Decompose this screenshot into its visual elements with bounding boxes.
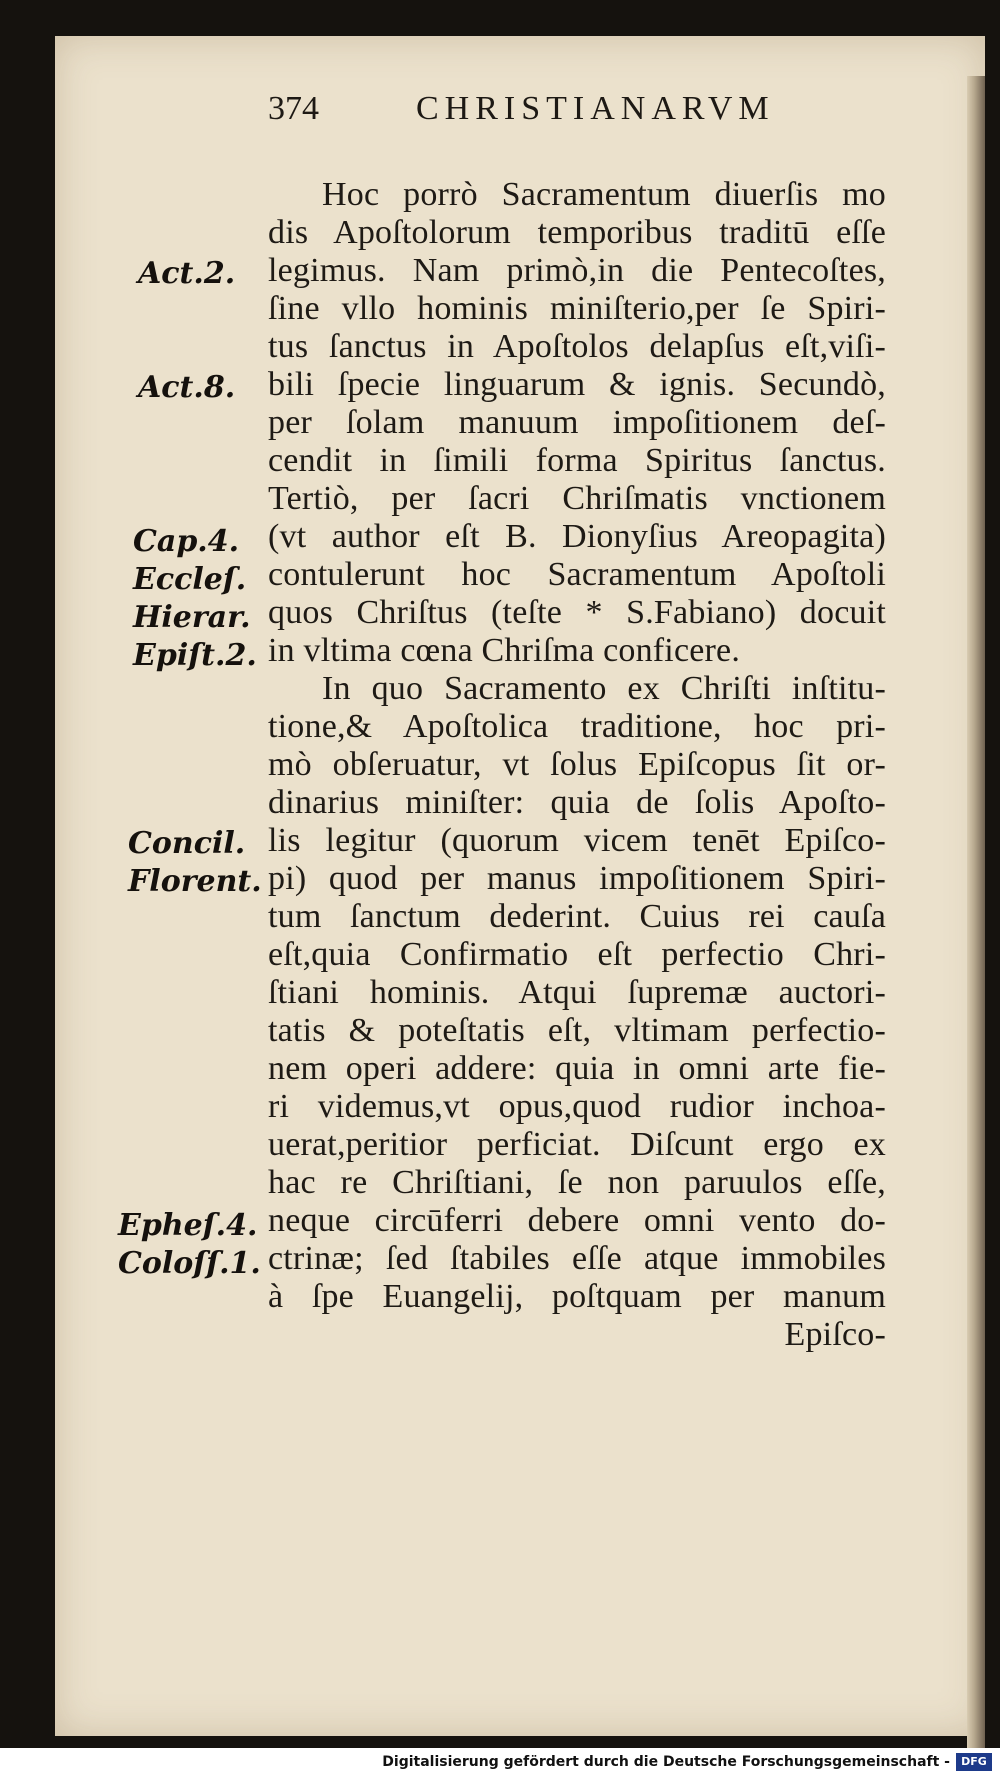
text-line: lis legitur (quorum vicem tenēt Epiſco- xyxy=(268,822,886,859)
text-line: tione,& Apoſtolica traditione, hoc pri- xyxy=(268,708,886,745)
text-line: tum ſanctum dederint. Cuius rei cauſa xyxy=(268,898,886,935)
text-line: neque circūferri debere omni vento do- xyxy=(268,1202,886,1239)
page-number: 374 xyxy=(268,90,319,127)
margin-note: Epheſ.4. xyxy=(118,1208,258,1243)
margin-note: Florent. xyxy=(128,864,262,899)
text-line: dis Apoſtolorum temporibus traditū eſſe xyxy=(268,214,886,251)
margin-note: Hierar. xyxy=(133,600,251,635)
margin-note: Epiſt.2. xyxy=(133,638,257,673)
digitization-footer xyxy=(0,1748,1000,1780)
text-line: contulerunt hoc Sacramentum Apoſtoli xyxy=(268,556,886,593)
text-line: tatis & poteſtatis eſt, vltimam perfectio- xyxy=(268,1012,886,1049)
text-line: ſtiani hominis. Atqui ſupremæ auctori- xyxy=(268,974,886,1011)
text-line: In quo Sacramento ex Chriſti inſtitu- xyxy=(322,670,886,707)
margin-note: Act.2. xyxy=(138,256,236,291)
text-line: Hoc porrò Sacramentum diuerſis mo xyxy=(322,176,886,213)
text-line: bili ſpecie linguarum & ignis. Secundò, xyxy=(268,366,886,403)
text-line: in vltima cœna Chriſma conficere. xyxy=(268,632,741,669)
text-line: ri videmus,vt opus,quod rudior inchoa- xyxy=(268,1088,886,1125)
running-title: CHRISTIANARVM xyxy=(416,90,775,127)
margin-note: Coloſſ.1. xyxy=(118,1246,261,1281)
margin-note: Act.8. xyxy=(138,370,236,405)
text-line: quos Chriſtus (teſte * S.Fabiano) docuit xyxy=(268,594,886,631)
text-line: eſt,quia Confirmatio eſt perfectio Chri- xyxy=(268,936,886,973)
text-line: (vt author eſt B. Dionyſius Areopagita) xyxy=(268,518,886,555)
text-line: per ſolam manuum impoſitionem deſ- xyxy=(268,404,886,441)
catchword: Epiſco- xyxy=(784,1316,886,1353)
dfg-logo: DFG xyxy=(956,1753,992,1771)
text-line: Tertiò, per ſacri Chriſmatis vnctionem xyxy=(268,480,886,517)
text-line: uerat,peritior perficiat. Diſcunt ergo ex xyxy=(268,1126,886,1163)
text-line: hac re Chriſtiani, ſe non paruulos eſſe, xyxy=(268,1164,886,1201)
text-line: à ſpe Euangelij, poſtquam per manum xyxy=(268,1278,886,1315)
text-line: ctrinæ; ſed ſtabiles eſſe atque immobiles xyxy=(268,1240,886,1277)
text-line: tus ſanctus in Apoſtolos delapſus eſt,viſi- xyxy=(268,328,886,365)
text-line: cendit in ſimili forma Spiritus ſanctus. xyxy=(268,442,886,479)
text-line: pi) quod per manus impoſitionem Spiri- xyxy=(268,860,886,897)
text-line: mò obſeruatur, vt ſolus Epiſcopus ſit or- xyxy=(268,746,886,783)
page-edge xyxy=(967,76,985,1766)
text-line: nem operi addere: quia in omni arte fie- xyxy=(268,1050,886,1087)
margin-note: Cap.4. xyxy=(133,524,240,559)
text-line: dinarius miniſter: quia de ſolis Apoſto- xyxy=(268,784,886,821)
text-line: ſine vllo hominis miniſterio,per ſe Spiri- xyxy=(268,290,886,327)
text-line: legimus. Nam primò,in die Pentecoſtes, xyxy=(268,252,886,289)
margin-note: Concil. xyxy=(128,826,246,861)
margin-note: Eccleſ. xyxy=(133,562,247,597)
funding-credit: Digitalisierung gefördert durch die Deutsche Forschungsgemeinschaft - xyxy=(382,1754,950,1770)
